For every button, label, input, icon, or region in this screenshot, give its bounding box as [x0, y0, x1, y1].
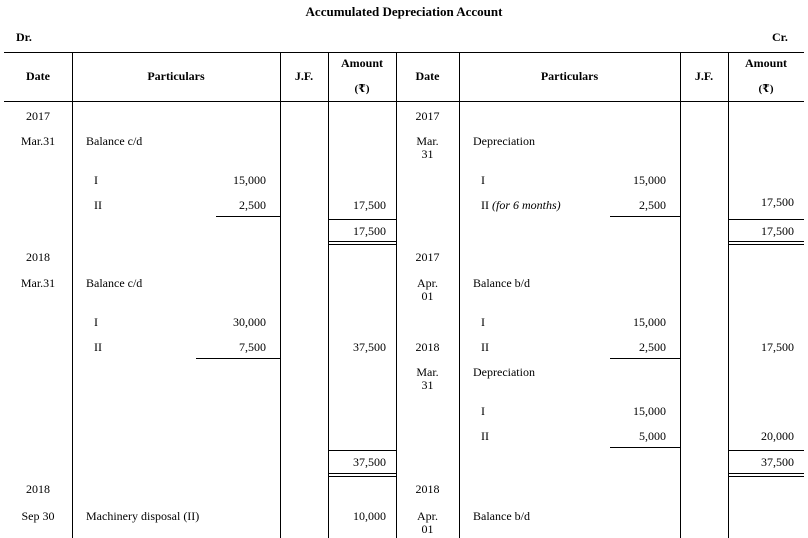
cr-total-line-bottom-1a — [728, 241, 804, 242]
dr-item-ii-2-amount: 7,500 — [239, 340, 266, 354]
page-title: Accumulated Depreciation Account — [305, 4, 503, 19]
dr-subtotal-underline-1 — [216, 216, 280, 217]
cr-total-37500: 37,500 — [761, 455, 794, 469]
cr-total-line-top-1 — [728, 219, 804, 220]
cr-total-line-top-2 — [728, 450, 804, 451]
dr-item-i-2-amount: 30,000 — [233, 315, 266, 329]
dr-total-line-bottom-2a — [328, 473, 396, 474]
cr-amount-17500-b: 17,500 — [761, 340, 794, 354]
dr-amount-10000: 10,000 — [353, 509, 386, 523]
col-line-cr-date — [459, 52, 460, 538]
dr-particular-balance-cd-2: Balance c/d — [86, 276, 143, 290]
hdr-dr-amount: Amount — [340, 56, 383, 70]
dr-item-i-2: I — [94, 315, 98, 329]
dr-year-2018: 2018 — [26, 250, 50, 264]
col-line-dr-jf — [328, 52, 329, 538]
cr-amount-20000: 20,000 — [761, 429, 794, 443]
cr-total-line-bottom-2a — [728, 473, 804, 474]
cr-item-i: I — [481, 173, 485, 187]
hdr-dr-date: Date — [26, 69, 50, 83]
cr-item-i-2-amount: 15,000 — [633, 315, 666, 329]
col-line-dr-particulars — [280, 52, 281, 538]
hdr-cr-currency: (₹) — [758, 83, 774, 95]
cr-total-line-bottom-1b — [728, 244, 804, 245]
cr-date-31: 31 — [421, 147, 434, 161]
dr-total-line-bottom-1b — [328, 244, 396, 245]
dr-date-mar31: Mar.31 — [20, 134, 56, 148]
cr-date-01-2: 01 — [421, 522, 434, 536]
dr-particular-balance-cd: Balance c/d — [86, 134, 143, 148]
cr-subtotal-underline-3 — [610, 447, 680, 448]
cr-date-31-2: 31 — [421, 378, 434, 392]
cr-item-ii-3-amount: 5,000 — [639, 429, 666, 443]
dr-particular-machinery-disposal: Machinery disposal (II) — [86, 509, 200, 523]
hdr-cr-date: Date — [415, 69, 440, 83]
dr-year-2017: 2017 — [26, 109, 50, 123]
cr-total-17500: 17,500 — [761, 224, 794, 238]
cr-item-i-3-amount: 15,000 — [633, 404, 666, 418]
cr-year-2018-b: 2018 — [415, 482, 440, 496]
cr-year-2018: 2018 — [415, 340, 440, 354]
dr-date-sep30: Sep 30 — [21, 509, 55, 523]
cr-date-apr: Apr. — [417, 276, 438, 290]
cr-item-i-2: I — [481, 315, 485, 329]
dr-item-i: I — [94, 173, 98, 187]
cr-date-01: 01 — [421, 289, 434, 303]
cr-subtotal-underline-2 — [610, 358, 680, 359]
col-line-cr-particulars — [680, 52, 681, 538]
dr-total-37500: 37,500 — [353, 455, 386, 469]
dr-item-ii-2: II — [94, 340, 102, 354]
cr-item-ii-2-amount: 2,500 — [639, 340, 666, 354]
cr-date-mar-2: Mar. — [416, 365, 439, 379]
cr-particular-depreciation-2: Depreciation — [473, 365, 535, 379]
cr-item-ii-label: II — [481, 198, 489, 212]
hdr-cr-amount: Amount — [744, 56, 787, 70]
dr-item-i-amount: 15,000 — [233, 173, 266, 187]
cr-particular-balance-bd-2: Balance b/d — [473, 509, 530, 523]
cr-item-i-amount: 15,000 — [633, 173, 666, 187]
cr-year-2017-b: 2017 — [415, 250, 440, 264]
cr-item-ii-3: II — [481, 429, 489, 443]
cr-amount-17500: 17,500 — [761, 195, 794, 209]
cr-item-ii-note: (for 6 months) — [492, 198, 561, 212]
cr-total-line-bottom-2b — [728, 476, 804, 477]
cr-label: Cr. — [772, 30, 788, 44]
header-bottom-line — [4, 101, 804, 102]
dr-date-mar31-2018: Mar.31 — [20, 276, 56, 290]
cr-item-ii-2: II — [481, 340, 489, 354]
dr-subtotal-underline-2 — [196, 358, 280, 359]
hdr-dr-particulars: Particulars — [147, 69, 205, 83]
dr-item-ii: II — [94, 198, 102, 212]
dr-year-2018-b: 2018 — [26, 482, 50, 496]
dr-total-line-top-1 — [328, 219, 396, 220]
dr-total-line-bottom-1a — [328, 241, 396, 242]
cr-item-ii-amount: 2,500 — [639, 198, 666, 212]
cr-item-ii — [481, 198, 561, 213]
hdr-cr-particulars: Particulars — [540, 69, 599, 83]
dr-total-line-top-2 — [328, 450, 396, 451]
dr-amount-17500: 17,500 — [353, 198, 386, 212]
cr-particular-depreciation: Depreciation — [473, 134, 535, 148]
col-line-dr-date — [72, 52, 73, 538]
dr-label: Dr. — [16, 30, 32, 44]
cr-date-apr-2: Apr. — [417, 509, 438, 523]
hdr-dr-currency: (₹) — [354, 83, 370, 95]
header-top-line — [4, 52, 804, 53]
cr-date-mar: Mar. — [416, 134, 439, 148]
hdr-cr-jf: J.F. — [694, 69, 714, 83]
cr-subtotal-underline-1 — [610, 216, 680, 217]
cr-item-i-3: I — [481, 404, 485, 418]
hdr-dr-jf: J.F. — [294, 69, 314, 83]
cr-year-2017: 2017 — [415, 109, 440, 123]
dr-item-ii-amount: 2,500 — [239, 198, 266, 212]
col-line-cr-jf — [728, 52, 729, 538]
cr-particular-balance-bd: Balance b/d — [473, 276, 530, 290]
dr-amount-37500: 37,500 — [353, 340, 386, 354]
dr-total-line-bottom-2b — [328, 476, 396, 477]
dr-total-17500: 17,500 — [353, 224, 386, 238]
